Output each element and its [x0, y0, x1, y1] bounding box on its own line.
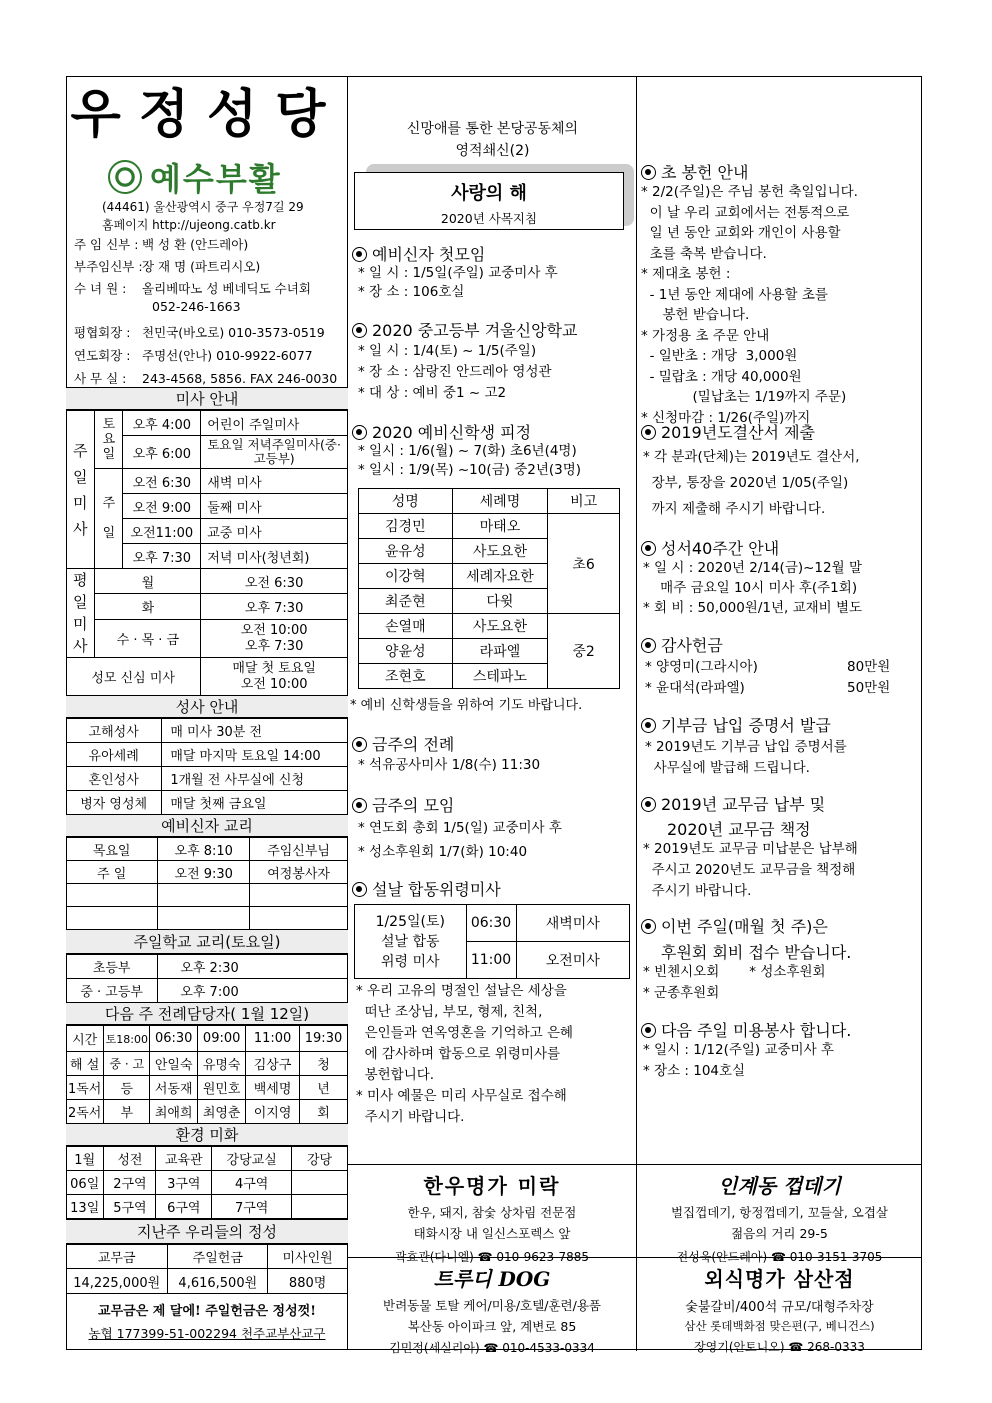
- catechumen-meeting-details: [358, 264, 558, 302]
- cleaning-table: [66, 1146, 348, 1219]
- saturday-label: 토요일: [95, 411, 123, 469]
- detail-line: * 우리 고유의 명절인 설날은 세상을: [356, 983, 567, 999]
- church-dues-heading-2: 2020년 교무금 책정: [667, 820, 811, 839]
- mass-time: 오전 6:30: [123, 469, 201, 494]
- catechumen-time: 오후 8:10: [158, 838, 250, 861]
- meetings-heading: 금주의 모임: [352, 793, 454, 816]
- beauty-service-heading: 다음 주일 미용봉사 합니다.: [641, 1018, 851, 1041]
- winter-school-heading: 2020 중고등부 겨울신앙학교: [352, 318, 577, 341]
- detail-line: * 제대초 봉헌 :: [641, 266, 731, 282]
- detail-line: 에 감사하며 합동으로 위령미사를: [356, 1046, 561, 1062]
- seminarian-baptismal: 마태오: [452, 514, 548, 539]
- staff-role: 연도회장 :: [74, 348, 131, 363]
- catechumen-time: 오전 9:30: [158, 861, 250, 884]
- cleaning-cell: [292, 1171, 348, 1195]
- pastoral-box: [354, 172, 624, 230]
- memorial-time: 06:30: [466, 905, 516, 942]
- staff-name: 052-246-1663: [152, 299, 241, 314]
- detail-line: * 신청마감 : 1/26(주일)까지: [641, 409, 811, 426]
- catechumen-who: 여정봉사자: [250, 861, 348, 884]
- thanks-offering-heading: 감사헌금: [641, 633, 723, 656]
- detail-line: * 빈첸시오회 * 성소후원회: [643, 964, 826, 980]
- support-dues-details: [643, 962, 826, 1004]
- ministers-header: 19:30: [300, 1026, 348, 1052]
- ad-trudi-dog: [348, 1258, 637, 1355]
- donation-certificate-heading: 기부금 납입 증명서 발급: [641, 713, 831, 736]
- sacrament-info: 매 미사 30분 전: [162, 719, 348, 743]
- seminarian-group: 중2: [548, 614, 620, 689]
- detail-line: - 일반초 : 개당 3,000원: [641, 348, 798, 364]
- detail-line: 사무실에 발급해 드립니다.: [645, 760, 810, 776]
- staff-role: 부주임신부 :: [74, 259, 143, 274]
- circle-bullet-icon: [641, 425, 656, 440]
- seminarian-name: 최준현: [359, 589, 453, 614]
- mass-section-title: 미사 안내: [66, 387, 348, 410]
- weekday-day: 수 · 목 · 금: [95, 620, 201, 658]
- support-dues-heading: 이번 주일(매월 첫 주)은: [641, 914, 828, 937]
- weekday-day: 월: [95, 569, 201, 594]
- pastoral-subtitle: 2020년 사목지침: [440, 211, 538, 226]
- staff-name: 올리베따노 성 베네딕도 수녀회: [142, 281, 311, 296]
- ministers-cell: 청: [300, 1052, 348, 1076]
- ministers-cell: 백세명: [246, 1076, 300, 1100]
- catechumen-table: [66, 837, 348, 930]
- ministers-section-title: 다음 주 전례담당자( 1월 12일): [66, 1002, 348, 1025]
- parish-logo-icon: [108, 160, 142, 194]
- staff-name: 백 성 환 (안드레아): [142, 237, 249, 252]
- offering-value: 14,225,000원: [66, 1269, 168, 1294]
- memorial-date-cell: 1/25일(토) 설날 합동 위령 미사: [355, 905, 467, 979]
- school-time: 오후 7:00: [158, 979, 348, 1003]
- winter-school-details: [358, 341, 552, 404]
- offering-header: 주일헌금: [168, 1245, 268, 1269]
- detail-line: 까지 제출해 주시기 바랍니다.: [643, 501, 826, 517]
- circle-bullet-icon: [352, 737, 367, 752]
- circle-bullet-icon: [352, 798, 367, 813]
- detail-line: * 일 시 : 1/5일(주일) 교중미사 후: [358, 265, 558, 281]
- circle-bullet-icon: [352, 247, 367, 262]
- bible-study-heading: 성서40주간 안내: [641, 536, 779, 559]
- staff-role: 사 무 실 :: [74, 371, 127, 386]
- middle-column: [348, 76, 637, 1164]
- staff-name: 천민국(바오로) 010-3573-0519: [142, 325, 325, 340]
- circle-bullet-icon: [641, 638, 656, 653]
- staff-name: 장 재 명 (파트리시오): [142, 259, 261, 274]
- offering-value: 4,616,500원: [168, 1269, 268, 1294]
- ministers-cell: 안일숙: [150, 1052, 198, 1076]
- circle-bullet-icon: [641, 541, 656, 556]
- seminarian-name: 김경민: [359, 514, 453, 539]
- ministers-cell: 원민호: [198, 1076, 246, 1100]
- cleaning-header: 1월: [66, 1147, 104, 1171]
- memorial-mass-name: 새벽미사: [516, 905, 629, 942]
- detail-line: 떠난 조상님, 부모, 형제, 친척,: [356, 1004, 543, 1020]
- seminarian-baptismal: 사도요한: [452, 539, 548, 564]
- ministers-cell: 최애희: [150, 1100, 198, 1124]
- offering-header: 교무금: [66, 1245, 168, 1269]
- seminarian-header: 성명: [359, 489, 453, 514]
- offering-table: [66, 1244, 348, 1294]
- pastoral-title: 사랑의 해: [451, 183, 527, 204]
- empty-cell: [250, 884, 348, 907]
- sacrament-info: 매달 첫째 금요일: [162, 791, 348, 815]
- offering-slogan: 교무금은 제 달에! 주일헌금은 정성껏!: [98, 1304, 316, 1319]
- sacrament-info: 1개월 전 사무실에 신청: [162, 767, 348, 791]
- motto-line-1: 신망애를 통한 본당공동체의: [406, 121, 579, 137]
- detail-line: 봉헌 받습니다.: [641, 307, 750, 323]
- seminarian-retreat-details: [358, 442, 581, 480]
- offering-header: 미사인원: [268, 1245, 348, 1269]
- detail-line: * 일 시 : 1/4(토) ~ 1/5(주일): [358, 343, 537, 359]
- staff-role: 수 녀 원 :: [74, 281, 127, 296]
- sunday-mass-label: 주일미사: [66, 411, 95, 569]
- detail-line: 주시기 바랍니다.: [643, 883, 752, 899]
- mass-table: [66, 410, 348, 696]
- seminarian-header: 세례명: [452, 489, 548, 514]
- ad-line: 복산동 아이파크 앞, 계변로 85: [407, 1319, 577, 1334]
- ad-ingyedong: [637, 1165, 922, 1264]
- seminarian-name: 이강혁: [359, 564, 453, 589]
- sunday-school-section-title: 주일학교 교리(토요일): [66, 929, 348, 954]
- cleaning-cell: [292, 1195, 348, 1219]
- seminarian-baptismal: 세례자요한: [452, 564, 548, 589]
- mass-name: 교중 미사: [201, 519, 348, 544]
- weekday-time: 오후 7:30: [201, 594, 348, 620]
- detail-line: * 가정용 초 주문 안내: [641, 327, 770, 344]
- school-group: 중 · 고등부: [66, 979, 158, 1003]
- sunday-label: 주일: [95, 469, 123, 569]
- sacrament-name: 혼인성사: [66, 767, 162, 791]
- mass-time: 오후 6:00: [123, 436, 201, 469]
- ministers-cell: 년: [300, 1076, 348, 1100]
- ministers-header: 06:30: [150, 1026, 198, 1052]
- detail-line: * 각 분과(단체)는 2019년도 결산서,: [643, 449, 860, 465]
- detail-line: 봉헌합니다.: [356, 1067, 435, 1083]
- detail-line: * 회 비 : 50,000원/1년, 교재비 별도: [643, 600, 863, 616]
- cleaning-header: 교육관: [156, 1147, 212, 1171]
- staff-name: 주명선(안나) 010-9922-6077: [142, 348, 313, 363]
- advertisement-area: [348, 1164, 922, 1355]
- catechumen-day: 주 일: [66, 861, 158, 884]
- detail-line: 장부, 통장을 2020년 1/05(주일): [643, 475, 849, 491]
- cleaning-cell: 4구역: [212, 1171, 292, 1195]
- ad-contact: 장영기(안토니오) ☎ 268-0333: [694, 1340, 865, 1354]
- memorial-mass-details: [356, 981, 573, 1128]
- meetings-details: [358, 816, 562, 864]
- mass-name: 둘째 미사: [201, 494, 348, 519]
- staff-role: 주 임 신부 :: [74, 237, 139, 252]
- mass-time: 오후 7:30: [123, 544, 201, 569]
- mass-name: 저녁 미사(청년회): [201, 544, 348, 569]
- cleaning-cell: 7구역: [212, 1195, 292, 1219]
- right-column: [637, 76, 922, 1164]
- memorial-mass-name: 오전미사: [516, 942, 629, 979]
- marian-mass-label: 성모 신심 미사: [66, 658, 201, 696]
- ministers-header: 시간: [66, 1026, 104, 1052]
- detail-line: 초를 축복 받습니다.: [641, 245, 767, 262]
- seminarian-table: [358, 488, 620, 689]
- catechumen-who: 주임신부님: [250, 838, 348, 861]
- ministers-header: 09:00: [198, 1026, 246, 1052]
- circle-bullet-icon: [641, 797, 656, 812]
- seminarian-name: 조현호: [359, 664, 453, 689]
- ministers-role: 해 설: [66, 1052, 104, 1076]
- ad-line: 한우, 돼지, 참숯 상차림 전문점: [407, 1205, 577, 1220]
- ministers-table: [66, 1025, 348, 1124]
- offering-section-title: 지난주 우리들의 정성: [66, 1219, 348, 1244]
- seminarian-baptismal: 라파엘: [452, 639, 548, 664]
- sacrament-name: 병자 영성체: [66, 791, 162, 815]
- ministers-cell: 김상구: [246, 1052, 300, 1076]
- detail-line: * 2019년도 기부금 납입 증명서를: [645, 739, 847, 755]
- circle-bullet-icon: [641, 919, 656, 934]
- detail-line: * 일 시 : 2020년 2/14(금)~12월 말: [643, 560, 862, 576]
- motto-line-2: 영적쇄신(2): [455, 143, 530, 159]
- detail-line: - 밀랍초 : 개당 40,000원: [641, 368, 802, 385]
- circle-bullet-icon: [641, 718, 656, 733]
- ministers-cell: 회: [300, 1100, 348, 1124]
- ministers-header: 토18:00: [104, 1026, 150, 1052]
- seminarian-retreat-heading: 2020 예비신학생 피정: [352, 420, 531, 443]
- seminarian-name: 윤유성: [359, 539, 453, 564]
- mass-time: 오전 9:00: [123, 494, 201, 519]
- ministers-header: 11:00: [246, 1026, 300, 1052]
- bible-study-details: [643, 558, 862, 618]
- detail-line: * 성소후원회 1/7(화) 10:40: [358, 844, 528, 860]
- ministers-cell: 최영춘: [198, 1100, 246, 1124]
- parish-homepage[interactable]: 홈페이지 http://ujeong.catb.kr: [102, 218, 276, 232]
- ad-title: 인계동 껍데기: [718, 1174, 841, 1198]
- ad-title: 한우명가 미락: [423, 1174, 561, 1198]
- ministers-cell: 등: [104, 1076, 150, 1100]
- circle-bullet-icon: [352, 425, 367, 440]
- cleaning-header: 강당교실: [212, 1147, 292, 1171]
- catechumen-meeting-heading: 예비신자 첫모임: [352, 242, 485, 265]
- cleaning-cell: 5구역: [104, 1195, 156, 1219]
- memorial-mass-table: [354, 904, 630, 979]
- cleaning-header: 강당: [292, 1147, 348, 1171]
- settlement-heading: 2019년도결산서 제출: [641, 420, 815, 443]
- memorial-mass-heading: 설날 합동위령미사: [352, 877, 501, 900]
- cleaning-cell: 3구역: [156, 1171, 212, 1195]
- detail-line: * 일시 : 1/12(주일) 교중미사 후: [643, 1042, 834, 1058]
- ministers-role: 2독서: [66, 1100, 104, 1124]
- sacrament-name: 유아세례: [66, 743, 162, 767]
- candle-offering-heading: 초 봉헌 안내: [641, 160, 748, 183]
- settlement-details: [643, 444, 860, 522]
- cleaning-cell: 2구역: [104, 1171, 156, 1195]
- parish-address: (44461) 울산광역시 중구 우정7길 29: [102, 200, 304, 214]
- school-group: 초등부: [66, 955, 158, 979]
- support-dues-heading-2: 후원회 회비 접수 받습니다.: [661, 943, 852, 962]
- sacrament-info: 매달 마지막 토요일 14:00: [162, 743, 348, 767]
- ministers-cell: 이지영: [246, 1100, 300, 1124]
- mass-name: 토요일 저녁주일미사(중·고등부): [201, 436, 348, 469]
- ad-line: 숯불갈비/400석 규모/대형주차장: [685, 1300, 874, 1315]
- memorial-time: 11:00: [466, 942, 516, 979]
- empty-cell: [158, 884, 250, 907]
- logo-text: 예수부활: [150, 160, 282, 198]
- seminarian-name: 양윤성: [359, 639, 453, 664]
- detail-line: * 군종후원회: [643, 985, 720, 1001]
- detail-line: * 일시 : 1/6(월) ~ 7(화) 초6년(4명): [358, 443, 577, 459]
- thanks-offering-list: [645, 657, 915, 699]
- ad-title: 외식명가 삼산점: [704, 1267, 855, 1291]
- ad-line: 삼산 롯데백화점 맞은편(구, 베니건스): [684, 1319, 875, 1333]
- detail-line: * 미사 예물은 미리 사무실로 접수해: [356, 1088, 567, 1104]
- bank-account: 농협 177399-51-002294 천주교부산교구: [88, 1326, 326, 1341]
- church-dues-heading: 2019년 교무금 납부 및: [641, 792, 825, 815]
- beauty-service-details: [643, 1040, 834, 1082]
- sacrament-name: 고해성사: [66, 719, 162, 743]
- mass-name: 어린이 주일미사: [201, 411, 348, 436]
- ad-contact: 김민정(세실리아) ☎ 010-4533-0334: [389, 1341, 595, 1355]
- detail-line: 이 날 우리 교회에서는 전통적으로: [641, 204, 850, 221]
- circle-bullet-icon: [352, 882, 367, 897]
- mass-name: 새벽 미사: [201, 469, 348, 494]
- circle-bullet-icon: [641, 1023, 656, 1038]
- ad-line: 젊음의 거리 29-5: [731, 1226, 828, 1241]
- empty-cell: [66, 907, 158, 930]
- empty-cell: [250, 907, 348, 930]
- sacrament-section-title: 성사 안내: [66, 695, 348, 718]
- ministers-cell: 중 · 고: [104, 1052, 150, 1076]
- catechumen-section-title: 예비신자 교리: [66, 814, 348, 837]
- ad-hanwoo: [348, 1165, 637, 1264]
- seminarian-baptismal: 사도요한: [452, 614, 548, 639]
- staff-list: [74, 234, 337, 390]
- ad-contact: 전성욱(안드레아) ☎ 010-3151-3705: [676, 1250, 883, 1264]
- liturgy-heading: 금주의 전례: [352, 732, 454, 755]
- donation-certificate-details: [645, 737, 847, 779]
- empty-cell: [158, 907, 250, 930]
- seminarian-baptismal: 다윗: [452, 589, 548, 614]
- parish-title: 우정성당: [70, 85, 344, 145]
- detail-line: 매주 금요일 10시 미사 후(주1회): [643, 580, 858, 596]
- catechumen-day: 목요일: [66, 838, 158, 861]
- ministers-cell: 서동재: [150, 1076, 198, 1100]
- left-column: [66, 76, 348, 1350]
- ad-title: 트루디 DOG: [433, 1267, 551, 1291]
- detail-line: (밀납초는 1/19까지 주문): [641, 389, 847, 405]
- detail-line: 은인들과 연옥영혼을 기억하고 은혜: [356, 1025, 574, 1041]
- detail-line: * 장 소 : 106호실: [358, 284, 465, 300]
- seminarian-header: 비고: [548, 489, 620, 514]
- mass-time: 오후 4:00: [123, 411, 201, 436]
- empty-cell: [66, 884, 158, 907]
- detail-line: * 2019년도 교무금 미납분은 납부해: [643, 841, 858, 857]
- ministers-cell: 유명숙: [198, 1052, 246, 1076]
- school-time: 오후 2:30: [158, 955, 348, 979]
- weekday-time-multi: 오전 10:00 오후 7:30: [201, 620, 348, 658]
- ministers-cell: 부: [104, 1100, 150, 1124]
- sunday-school-table: [66, 954, 348, 1003]
- seminarian-group: 초6: [548, 514, 620, 614]
- ministers-role: 1독서: [66, 1076, 104, 1100]
- cleaning-header: 성전: [104, 1147, 156, 1171]
- weekday-time: 오전 6:30: [201, 569, 348, 594]
- detail-line: * 장 소 : 삼랑진 안드레아 영성관: [358, 364, 552, 380]
- ad-contact: 곽효관(다니엘) ☎ 010-9623-7885: [394, 1250, 590, 1264]
- cleaning-section-title: 환경 미화: [66, 1123, 348, 1146]
- detail-line: * 장소 : 104호실: [643, 1063, 746, 1079]
- staff-name: 243-4568, 5856. FAX 246-0030: [142, 371, 338, 386]
- detail-line: * 일시 : 1/9(목) ~10(금) 중2년(3명): [358, 462, 582, 478]
- staff-role: 평협회장 :: [74, 325, 131, 340]
- ad-samsan: [637, 1258, 922, 1354]
- sacrament-table: [66, 718, 348, 815]
- seminarian-baptismal: 스테파노: [452, 664, 548, 689]
- detail-line: * 연도회 총회 1/5(일) 교중미사 후: [358, 820, 562, 836]
- seminarian-name: 손열매: [359, 614, 453, 639]
- detail-line: 일 년 동안 교회와 개인이 사용할: [641, 225, 841, 241]
- detail-line: * 2/2(주일)은 주님 봉헌 축일입니다.: [641, 184, 858, 200]
- detail-line: 주시고 2020년도 교무금을 책정해: [643, 862, 856, 878]
- cleaning-cell: 6구역: [156, 1195, 212, 1219]
- thanks-offering-row: * 양영미(그라시아) 80만원: [645, 659, 891, 675]
- ad-line: 벌집껍데기, 항정껍데기, 꼬들살, 오겹살: [670, 1205, 889, 1220]
- mass-time: 오전11:00: [123, 519, 201, 544]
- seminarian-note: * 예비 신학생들을 위하여 기도 바랍니다.: [350, 698, 583, 713]
- ad-line: 태화시장 내 일신스포렉스 앞: [413, 1226, 571, 1241]
- weekday-day: 화: [95, 594, 201, 620]
- cleaning-date: 06일: [66, 1171, 104, 1195]
- ad-line: 반려동물 토탈 케어/미용/호텔/훈련/용품: [383, 1298, 601, 1313]
- candle-offering-details: [641, 182, 858, 428]
- cleaning-date: 13일: [66, 1195, 104, 1219]
- detail-line: - 1년 동안 제대에 사용할 초를: [641, 286, 828, 303]
- circle-bullet-icon: [641, 165, 656, 180]
- offering-value: 880명: [268, 1269, 348, 1294]
- church-dues-details: [643, 839, 858, 902]
- liturgy-detail: * 석유공사미사 1/8(수) 11:30: [358, 757, 541, 773]
- circle-bullet-icon: [352, 323, 367, 338]
- marian-mass-time: 매달 첫 토요일 오전 10:00: [201, 658, 348, 696]
- weekday-mass-label: 평일미사: [66, 569, 95, 658]
- detail-line: * 대 상 : 예비 중1 ~ 고2: [358, 385, 507, 401]
- detail-line: 주시기 바랍니다.: [356, 1109, 465, 1125]
- thanks-offering-row: * 윤대석(라파엘) 50만원: [645, 680, 891, 696]
